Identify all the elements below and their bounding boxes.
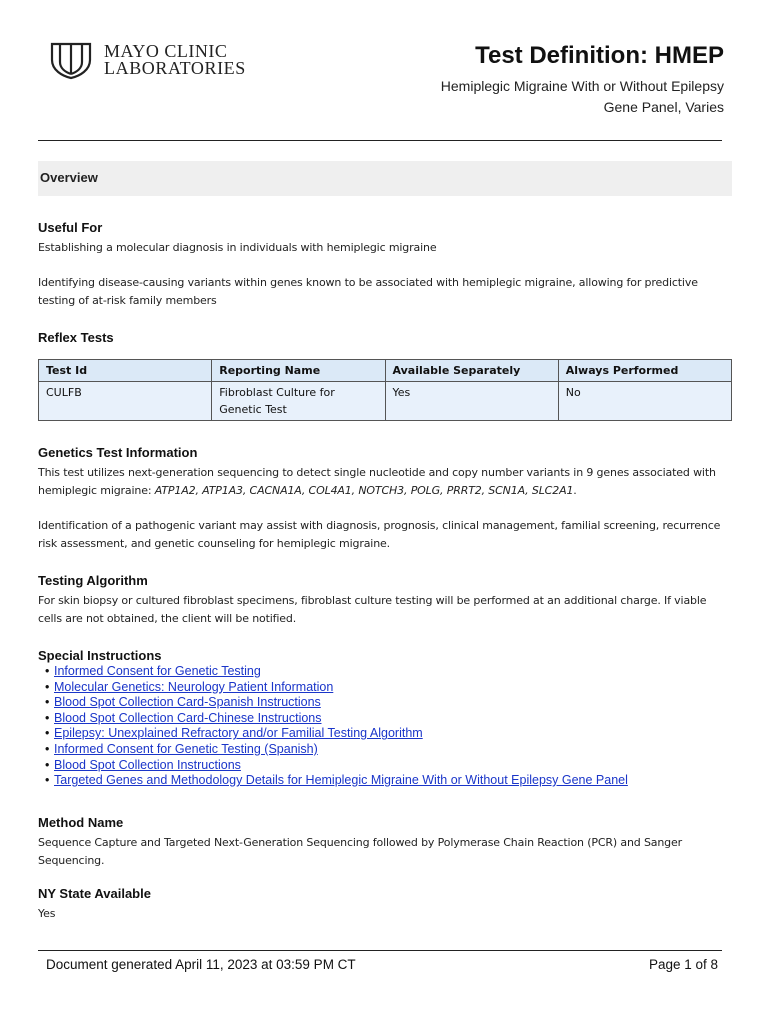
genetics-lead: This test utilizes next-generation sequencing to detect single nucleotide and copy number variants in 9 genes associated with hemiplegic migraine:: [38, 466, 716, 497]
special-instructions-list: [38, 664, 732, 789]
ny-state-value: Yes: [38, 906, 56, 920]
ny-state-heading: NY State Available: [38, 885, 151, 901]
testing-algorithm-paragraph: For skin biopsy or cultured fibroblast specimens, fibroblast culture testing will be performed at an additional charge. If viable cells are not obtained, the client will be notified.: [38, 594, 707, 625]
logo-wordmark: [104, 43, 246, 77]
document-title: Test Definition: HMEP: [475, 42, 724, 69]
footer-generated-date: Document generated April 11, 2023 at 03:59 PM CT: [46, 957, 356, 972]
table-cell-reporting-name: Fibroblast Culture for Genetic Test: [212, 382, 385, 421]
special-instructions-section: [38, 648, 732, 789]
list-item: [38, 695, 732, 711]
testing-algorithm-heading: Testing Algorithm: [38, 573, 148, 588]
method-name-paragraph: Sequence Capture and Targeted Next-Generation Sequencing followed by Polymerase Chain Reaction (PCR) and Sanger Sequencing.: [38, 835, 683, 867]
link-blood-spot-instructions[interactable]: Blood Spot Collection Instructions: [54, 757, 241, 772]
link-epilepsy-algorithm[interactable]: Epilepsy: Unexplained Refractory and/or Familial Testing Algorithm: [54, 726, 423, 741]
list-item: [38, 758, 732, 774]
list-item: [38, 711, 732, 727]
link-blood-spot-spanish[interactable]: Blood Spot Collection Card-Spanish Instructions: [54, 695, 321, 710]
reflex-tests-table: [38, 359, 732, 421]
column-header: Test Id: [39, 360, 212, 382]
column-header: Always Performed: [558, 360, 731, 382]
method-name-heading: Method Name: [38, 814, 124, 830]
logo-line1: MAYO CLINIC: [104, 41, 228, 61]
reflex-tests-section: [38, 330, 732, 421]
genetics-paragraph-1: [38, 464, 732, 500]
list-item: [38, 773, 732, 789]
useful-for-paragraph-2: Identifying disease-causing variants within genes known to be associated with hemiplegic migraine, allowing for predictive testing of at-risk family members: [38, 276, 698, 307]
footer-divider: [38, 950, 722, 951]
subtitle-line2: Gene Panel, Varies: [603, 99, 724, 115]
table-header-row: [39, 360, 732, 382]
header-divider: [38, 140, 722, 141]
table-cell-test-id: CULFB: [39, 382, 212, 421]
special-instructions-heading: Special Instructions: [38, 648, 162, 663]
table-cell-available: Yes: [385, 382, 558, 421]
logo-line2: LABORATORIES: [104, 58, 246, 78]
subtitle-line1: Hemiplegic Migraine With or Without Epilepsy: [440, 78, 724, 94]
genetics-end: .: [573, 484, 577, 497]
table-row: [39, 382, 732, 421]
document-subtitle: [304, 76, 724, 118]
gene-list: ATP1A2, ATP1A3, CACNA1A, COL4A1, NOTCH3, POLG, PRRT2, SCN1A, SLC2A1: [154, 484, 574, 497]
link-targeted-genes[interactable]: Targeted Genes and Methodology Details for Hemiplegic Migraine With or Without Epilepsy Gene Panel: [54, 773, 628, 788]
link-neurology-patient-info[interactable]: Molecular Genetics: Neurology Patient Information: [54, 679, 334, 694]
link-blood-spot-chinese[interactable]: Blood Spot Collection Card-Chinese Instructions: [54, 710, 322, 725]
table-cell-always: No: [558, 382, 731, 421]
overview-section-bar: [38, 161, 732, 196]
footer-page-number: Page 1 of 8: [648, 957, 718, 972]
ny-state-section: [38, 886, 732, 923]
list-item: [38, 664, 732, 680]
list-item: [38, 680, 732, 696]
column-header: Available Separately: [385, 360, 558, 382]
reflex-tests-heading: Reflex Tests: [38, 330, 114, 345]
main-content: [38, 220, 732, 923]
column-header: Reporting Name: [212, 360, 385, 382]
overview-heading: Overview: [40, 170, 98, 185]
link-informed-consent[interactable]: Informed Consent for Genetic Testing: [54, 664, 261, 678]
genetics-heading: Genetics Test Information: [38, 445, 198, 460]
list-item: [38, 726, 732, 742]
useful-for-section: [38, 220, 732, 310]
useful-for-heading: Useful For: [38, 220, 103, 235]
useful-for-paragraph-1: Establishing a molecular diagnosis in individuals with hemiplegic migraine: [38, 241, 437, 254]
mayo-shield-icon: [46, 40, 96, 80]
link-informed-consent-spanish[interactable]: Informed Consent for Genetic Testing (Spanish): [54, 741, 318, 756]
list-item: [38, 742, 732, 758]
method-name-section: [38, 815, 732, 870]
mayo-clinic-logo: [46, 40, 246, 80]
genetics-paragraph-2: Identification of a pathogenic variant may assist with diagnosis, prognosis, clinical management, familial screening, recurrence risk assessment, and genetic counseling for hemiplegic migraine.: [38, 519, 721, 550]
testing-algorithm-section: [38, 573, 732, 628]
genetics-section: [38, 445, 732, 553]
